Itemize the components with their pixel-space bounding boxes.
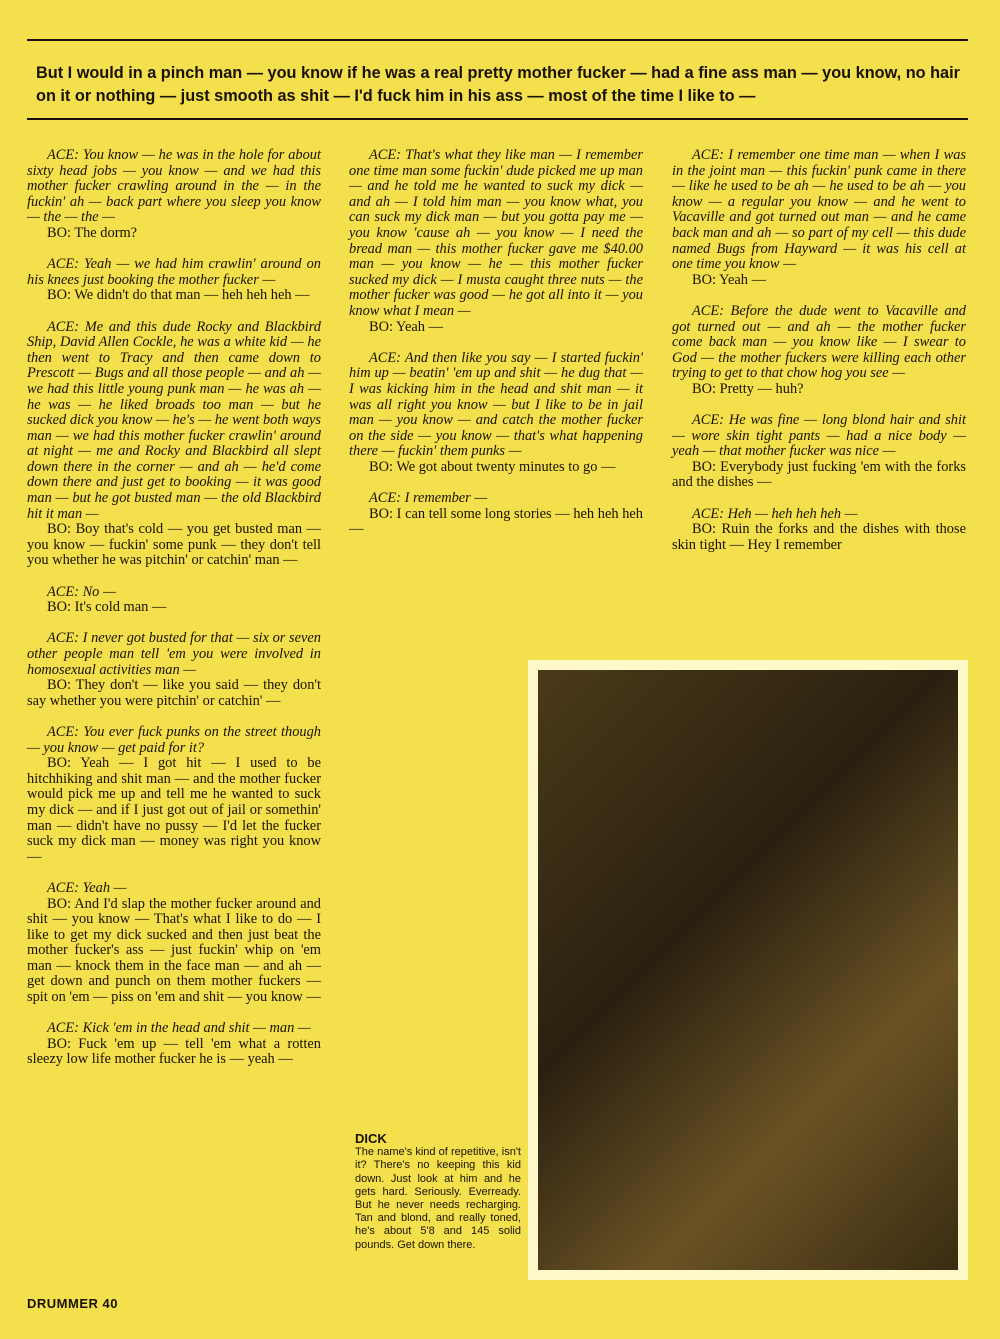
dialogue-exchange	[27, 725, 321, 865]
bo-line: BO: It's cold man —	[47, 599, 167, 616]
ace-line: ACE: Before the dude went to Vacaville and got turned out — and ah — the mother fucker come back man — you know like — I swear to God — the mother fuckers were killing each other trying to get to that chow hog you see —	[672, 302, 966, 382]
dialogue-exchange	[27, 881, 321, 1006]
pull-quote: But I would in a pinch man — you know if he was a real pretty mother fucker — had a fine ass man — you know, no hair on it or nothing — just smooth as shit — I'd fuck him in his ass — most of the time I like to —	[36, 64, 960, 105]
dialogue-exchange	[27, 585, 321, 616]
bo-line: BO: The dorm?	[47, 224, 138, 241]
caption-text: The name's kind of repetitive, isn't it? There's no keeping this kid down. Just look at him and he gets hard. Seriously. Everready. But he never needs recharging. Tan and blond, and really toned, he's about 5'8 and 145 solid pounds. Get down there.	[355, 1146, 521, 1251]
dialogue-exchange	[27, 631, 321, 709]
dialogue-exchange	[27, 1021, 321, 1068]
bo-line: BO: We didn't do that man — heh heh heh —	[47, 287, 310, 304]
ace-line: ACE: Yeah — we had him crawlin' around on his knees just booking the mother fucker —	[27, 256, 321, 288]
caption-title: DICK	[355, 1131, 387, 1146]
bo-line: BO: Pretty — huh?	[692, 380, 804, 397]
bo-line: BO: Yeah —	[692, 271, 766, 288]
ace-line: ACE: Yeah —	[47, 879, 127, 896]
bo-line: BO: Everybody just fucking 'em with the forks and the dishes —	[672, 458, 966, 491]
bo-line: BO: They don't — like you said — they don't say whether you were pitchin' or catchin' —	[27, 677, 321, 709]
ace-line: ACE: I remember one time man — when I was in the joint man — this fuckin' punk came in there — like he used to be ah — he used to be ah — you know — a regular you know — and he went to Vacaville and got turned out man — and he came back man and ah — so part of my cell — this dude named Bugs from Hayward — it was his cell at one time you know —	[672, 147, 966, 273]
dialogue-exchange	[27, 257, 321, 304]
bo-line: BO: Yeah —	[369, 318, 443, 335]
ace-line: ACE: He was fine — long blond hair and shit — wore skin tight pants — had a nice body — yeah — that mother fucker was nice —	[672, 412, 966, 460]
ace-line: ACE: No —	[47, 583, 116, 600]
text-column-2	[349, 148, 643, 553]
bo-line: BO: Yeah — I got hit — I used to be hitchhiking and shit man — and the mother fucker would pick me up and tell me he wanted to suck my dick — and if I just got out of jail or somethin' man — didn't have no pussy — I'd let the fucker suck my dick man — money was right you know —	[27, 755, 321, 865]
ace-line: ACE: And then like you say — I started fuckin' him up — beatin' 'em up and shit — he dug that — I was kicking him in the head and shit man — it was all right you know — but I like to be in jail man — you know — and catch the mother fucker on the side — you know — that's what happening there — fuckin' them punks —	[349, 349, 643, 460]
dialogue-exchange	[672, 148, 966, 288]
dialogue-exchange	[27, 320, 321, 570]
dialogue-exchange	[27, 148, 321, 242]
bo-line: BO: And I'd slap the mother fucker around and shit — you know — That's what I like to do — I like to get my dick sucked and then just beat the mother fucker's ass — just fuckin' whip on 'em man — knock them in the face man — and ah — get down and punch on them mother fuckers — spit on 'em — piss on 'em and shit — you know —	[27, 895, 321, 1006]
ace-line: ACE: I remember —	[369, 490, 488, 507]
ace-line: ACE: Me and this dude Rocky and Blackbird Ship, David Allen Cockle, he was a white kid — he then went to Tracy and then came down to Prescott — Bugs and all those people — and ah — we had this little young punk man — he was ah — he was — he liked broads too man — but he sucked dick you know — he's — he went both ways man — we had this mother fucker crawlin' around at night — me and Rocky and Blackbird all slept down there in the corner — and ah — he'd come down there and just get to booking — it was good man — but he got busted man — the old Blackbird hit it man —	[27, 318, 321, 522]
dialogue-exchange	[349, 148, 643, 335]
ace-line: ACE: You know — he was in the hole for about sixty head jobs — you know — and we had this mother fucker crawling around in the — in the fuckin' ah — back part where you sleep you know — the — the —	[27, 147, 321, 226]
ace-line: ACE: That's what they like man — I remember one time man some fuckin' dude picked me up man — and he told me he wanted to suck my dick — and ah — I told him man — you know what, you can suck my dick man — but you gotta pay me — you know 'cause ah — you know — I need the bread man — this mother fucker gave me $40.00 man — you know — he — this mother fucker sucked my dick — I musta caught three nuts — the mother fucker was good — he got all into it — you know what I mean —	[349, 147, 643, 319]
bo-line: BO: I can tell some long stories — heh heh heh —	[349, 505, 643, 538]
dialogue-exchange	[672, 413, 966, 491]
ace-line: ACE: I never got busted for that — six or seven other people man tell 'em you were involved in homosexual activities man —	[27, 630, 321, 678]
dialogue-exchange	[672, 304, 966, 398]
top-rule	[27, 39, 968, 41]
text-column-3	[672, 148, 966, 569]
ace-line: ACE: Kick 'em in the head and shit — man —	[47, 1020, 311, 1037]
ace-line: ACE: Heh — heh heh heh —	[692, 505, 858, 522]
photo-frame	[528, 660, 968, 1280]
header-bottom-rule	[27, 118, 968, 120]
bo-line: BO: Ruin the forks and the dishes with those skin tight — Hey I remember	[672, 521, 966, 553]
dialogue-exchange	[349, 351, 643, 476]
dialogue-exchange	[672, 507, 966, 554]
photo-caption	[355, 1132, 521, 1252]
photo-placeholder	[538, 670, 958, 1270]
ace-line: ACE: You ever fuck punks on the street though — you know — get paid for it?	[27, 723, 321, 756]
dialogue-exchange	[349, 491, 643, 538]
page-folio: DRUMMER 40	[27, 1296, 118, 1311]
bo-line: BO: Boy that's cold — you get busted man — you know — fuckin' some punk — they don't tell you whether he was pitchin' or catchin' man —	[27, 521, 321, 569]
bo-line: BO: Fuck 'em up — tell 'em what a rotten sleezy low life mother fucker he is — yeah —	[27, 1035, 321, 1068]
bo-line: BO: We got about twenty minutes to go —	[369, 458, 616, 475]
text-column-1	[27, 148, 321, 1084]
